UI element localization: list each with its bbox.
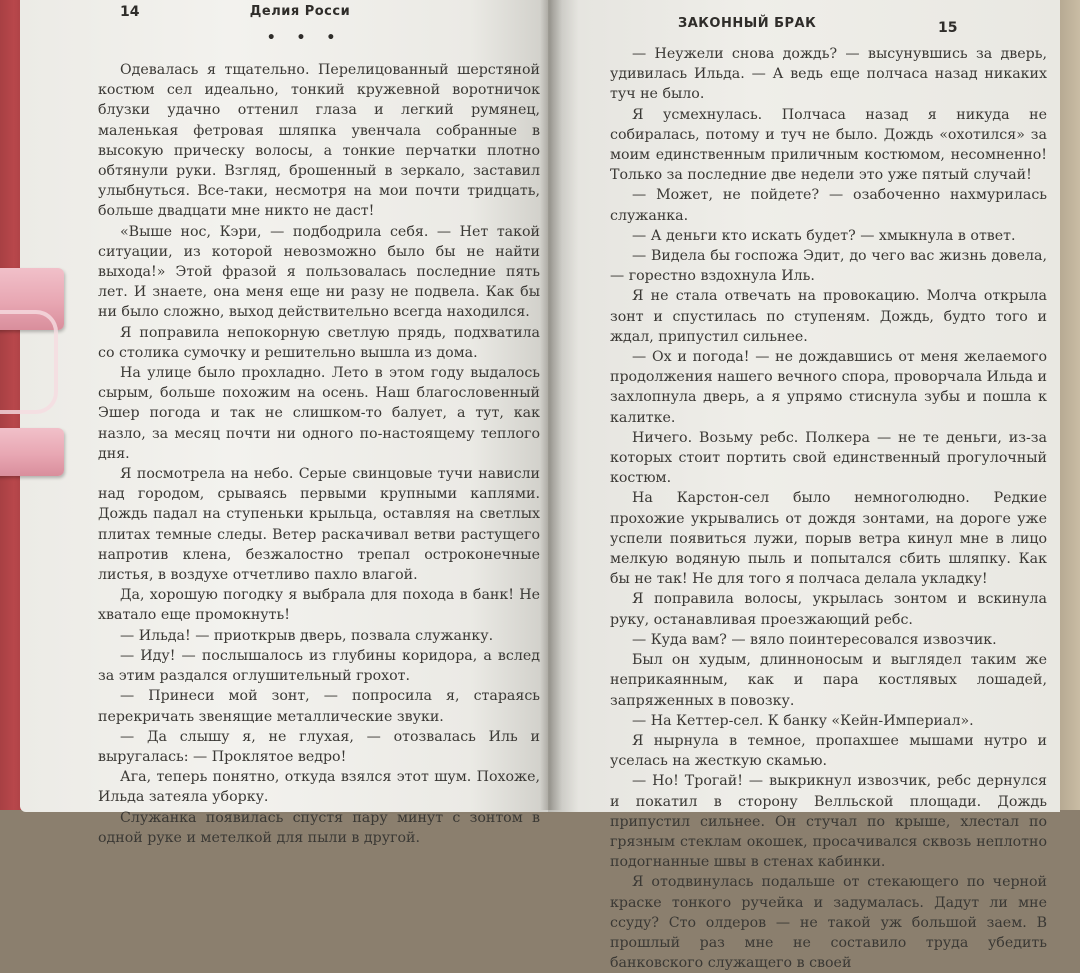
binder-clip-wire xyxy=(0,310,58,414)
paragraph: Ничего. Возьму ребс. Полкера — не те деньги, из-за которых стоит портить свой единственный прогулочный костюм. xyxy=(610,429,1047,487)
right-page xyxy=(548,0,1060,972)
paragraph: Одевалась я тщательно. Перелицованный шерстяной костюм сел идеально, тонкий кружевной воротничок блузки удачно оттенил глаза и легкий румянец, маленькая фетровая шляпка увенчала собранные в высокую прическу волосы, а тонкие перчатки плотно обтянули руки. Взгляд, брошенный в зеркало, заставил улыбнуться. Все-таки, несмотря на мои почти тридцать, больше двадцати мне никто не даст! xyxy=(98,62,540,220)
paragraph: — А деньги кто искать будет? — хмыкнула в ответ. xyxy=(632,227,1016,244)
paragraph: Я поправила непокорную светлую прядь, подхватила со столика сумочку и решительно вышла из дома. xyxy=(98,324,540,361)
paragraph: Ага, теперь понятно, откуда взялся этот шум. Похоже, Ильда затеяла уборку. xyxy=(98,769,540,806)
paragraph: На Карстон-сел было немноголюдно. Редкие прохожие укрывались от дождя зонтами, на дороге уже успели появиться лужи, порыв ветра кинул мне в лицо мелкую водяную пыль и попытался сбить шляпку. Как бы не так! Не для того я полчаса делала укладку! xyxy=(610,490,1047,588)
paragraph: — На Кеттер-сел. К банку «Кейн-Империал». xyxy=(632,712,974,729)
paragraph: — Куда вам? — вяло поинтересовался извозчик. xyxy=(632,631,997,648)
paragraph: Был он худым, длинноносым и выглядел таким же неприкаянным, как и пара костлявых лошадей, запряженных в повозку. xyxy=(610,652,1047,709)
paragraph: — Неужели снова дождь? — высунувшись за дверь, удивилась Ильда. — А ведь еще полчаса назад никаких туч не было. xyxy=(610,46,1047,103)
left-page-body xyxy=(98,60,540,848)
running-head-author: Делия Росси xyxy=(249,4,351,19)
paragraph: — Иду! — послышалось из глубины коридора, а вслед за этим раздался оглушительный грохот. xyxy=(98,647,540,685)
paragraph: На улице было прохладно. Лето в этом году выдалось сырым, больше похожим на осень. Наш благословенный Эшер погода и так не слишком-то балует, а тут, как назло, за месяц почти ни одного по-настоящему теплого дня. xyxy=(98,365,540,462)
running-head-title: ЗАКОННЫЙ БРАК xyxy=(678,16,817,31)
paragraph: — Да слышу я, не глухая, — отозвалась Иль и выругалась: — Проклятое ведро! xyxy=(98,728,540,765)
paragraph: Я посмотрела на небо. Серые свинцовые тучи нависли над городом, срываясь первыми крупными каплями. Дождь падал на ступеньки крыльца, оставляя на светлых плитах темные следы. Ветер раскачивал ветви растущего напротив клена, безжалостно трепал остроконечные листья, в воздухе отчетливо пахло влагой. xyxy=(98,466,540,584)
book-cover-edge-right xyxy=(1060,0,1080,810)
paragraph: Я нырнула в темное, пропахшее мышами нутро и уселась на жесткую скамью. xyxy=(610,732,1047,770)
paragraph: — Ох и погода! — не дождавшись от меня желаемого продолжения нашего вечного спора, проворчала Ильда и захлопнула дверь, а я упрямо стиснула зубы и пошла к калитке. xyxy=(610,349,1047,426)
paragraph: «Выше нос, Кэри, — подбодрила себя. — Нет такой ситуации, из которой невозможно было бы не найти выхода!» Этой фразой я пользовалась последние пять лет. И знаете, она меня еще ни разу не подвела. Как бы ни было сложно, выход действительно всегда находился. xyxy=(98,223,540,321)
paragraph: Да, хорошую погодку я выбрала для похода в банк! Не хватало еще промокнуть! xyxy=(98,587,540,624)
paragraph: Служанка появилась спустя пару минут с зонтом в одной руке и метелкой для пыли в другой. xyxy=(98,809,540,846)
paragraph: — Но! Трогай! — выкрикнул извозчик, ребс дернулся и покатил в сторону Велльской площади. Дождь припустил сильнее. Он стучал по крыше, хлестал по грязным стеклам окошек, просачивался сквозь неплотно подогнанные швы в стенах кабинки. xyxy=(610,773,1047,871)
paragraph: Я поправила волосы, укрылась зонтом и вскинула руку, останавливая проезжающий ребс. xyxy=(610,591,1047,628)
paragraph: Я усмехнулась. Полчаса назад я никуда не собиралась, потому и туч не было. Дождь «охотился» за моим единственным приличным костюмом, несомненно! Только за последние две недели это уже пятый случай! xyxy=(610,106,1047,184)
binder-clip-bottom xyxy=(0,428,64,476)
right-page-body xyxy=(610,44,1047,973)
paragraph: — Принеси мой зонт, — попросила я, стараясь перекричать звенящие металлические звуки. xyxy=(98,688,540,725)
paragraph: Я отодвинулась подальше от стекающего по черной краске тонкого ручейка и задумалась. Дадут ли мне ссуду? Сто олдеров — не такой уж большой заем. В прошлый раз мне не составило труда убедить банковского служащего в своей xyxy=(610,874,1047,972)
paragraph: — Ильда! — приоткрыв дверь, позвала служанку. xyxy=(120,627,494,644)
section-separator: • • • xyxy=(266,30,344,46)
book-gutter xyxy=(540,0,562,810)
left-page xyxy=(20,0,550,846)
paragraph: — Видела бы госпожа Эдит, до чего вас жизнь довела, — горестно вздохнула Иль. xyxy=(610,248,1047,285)
paragraph: — Может, не пойдете? — озабоченно нахмурилась служанка. xyxy=(610,187,1047,224)
page-number-left: 14 xyxy=(120,4,140,20)
paragraph: Я не стала отвечать на провокацию. Молча открыла зонт и спустилась по ступеням. Дождь, будто того и ждал, припустил сильнее. xyxy=(610,288,1047,345)
page-number-right: 15 xyxy=(938,20,958,36)
